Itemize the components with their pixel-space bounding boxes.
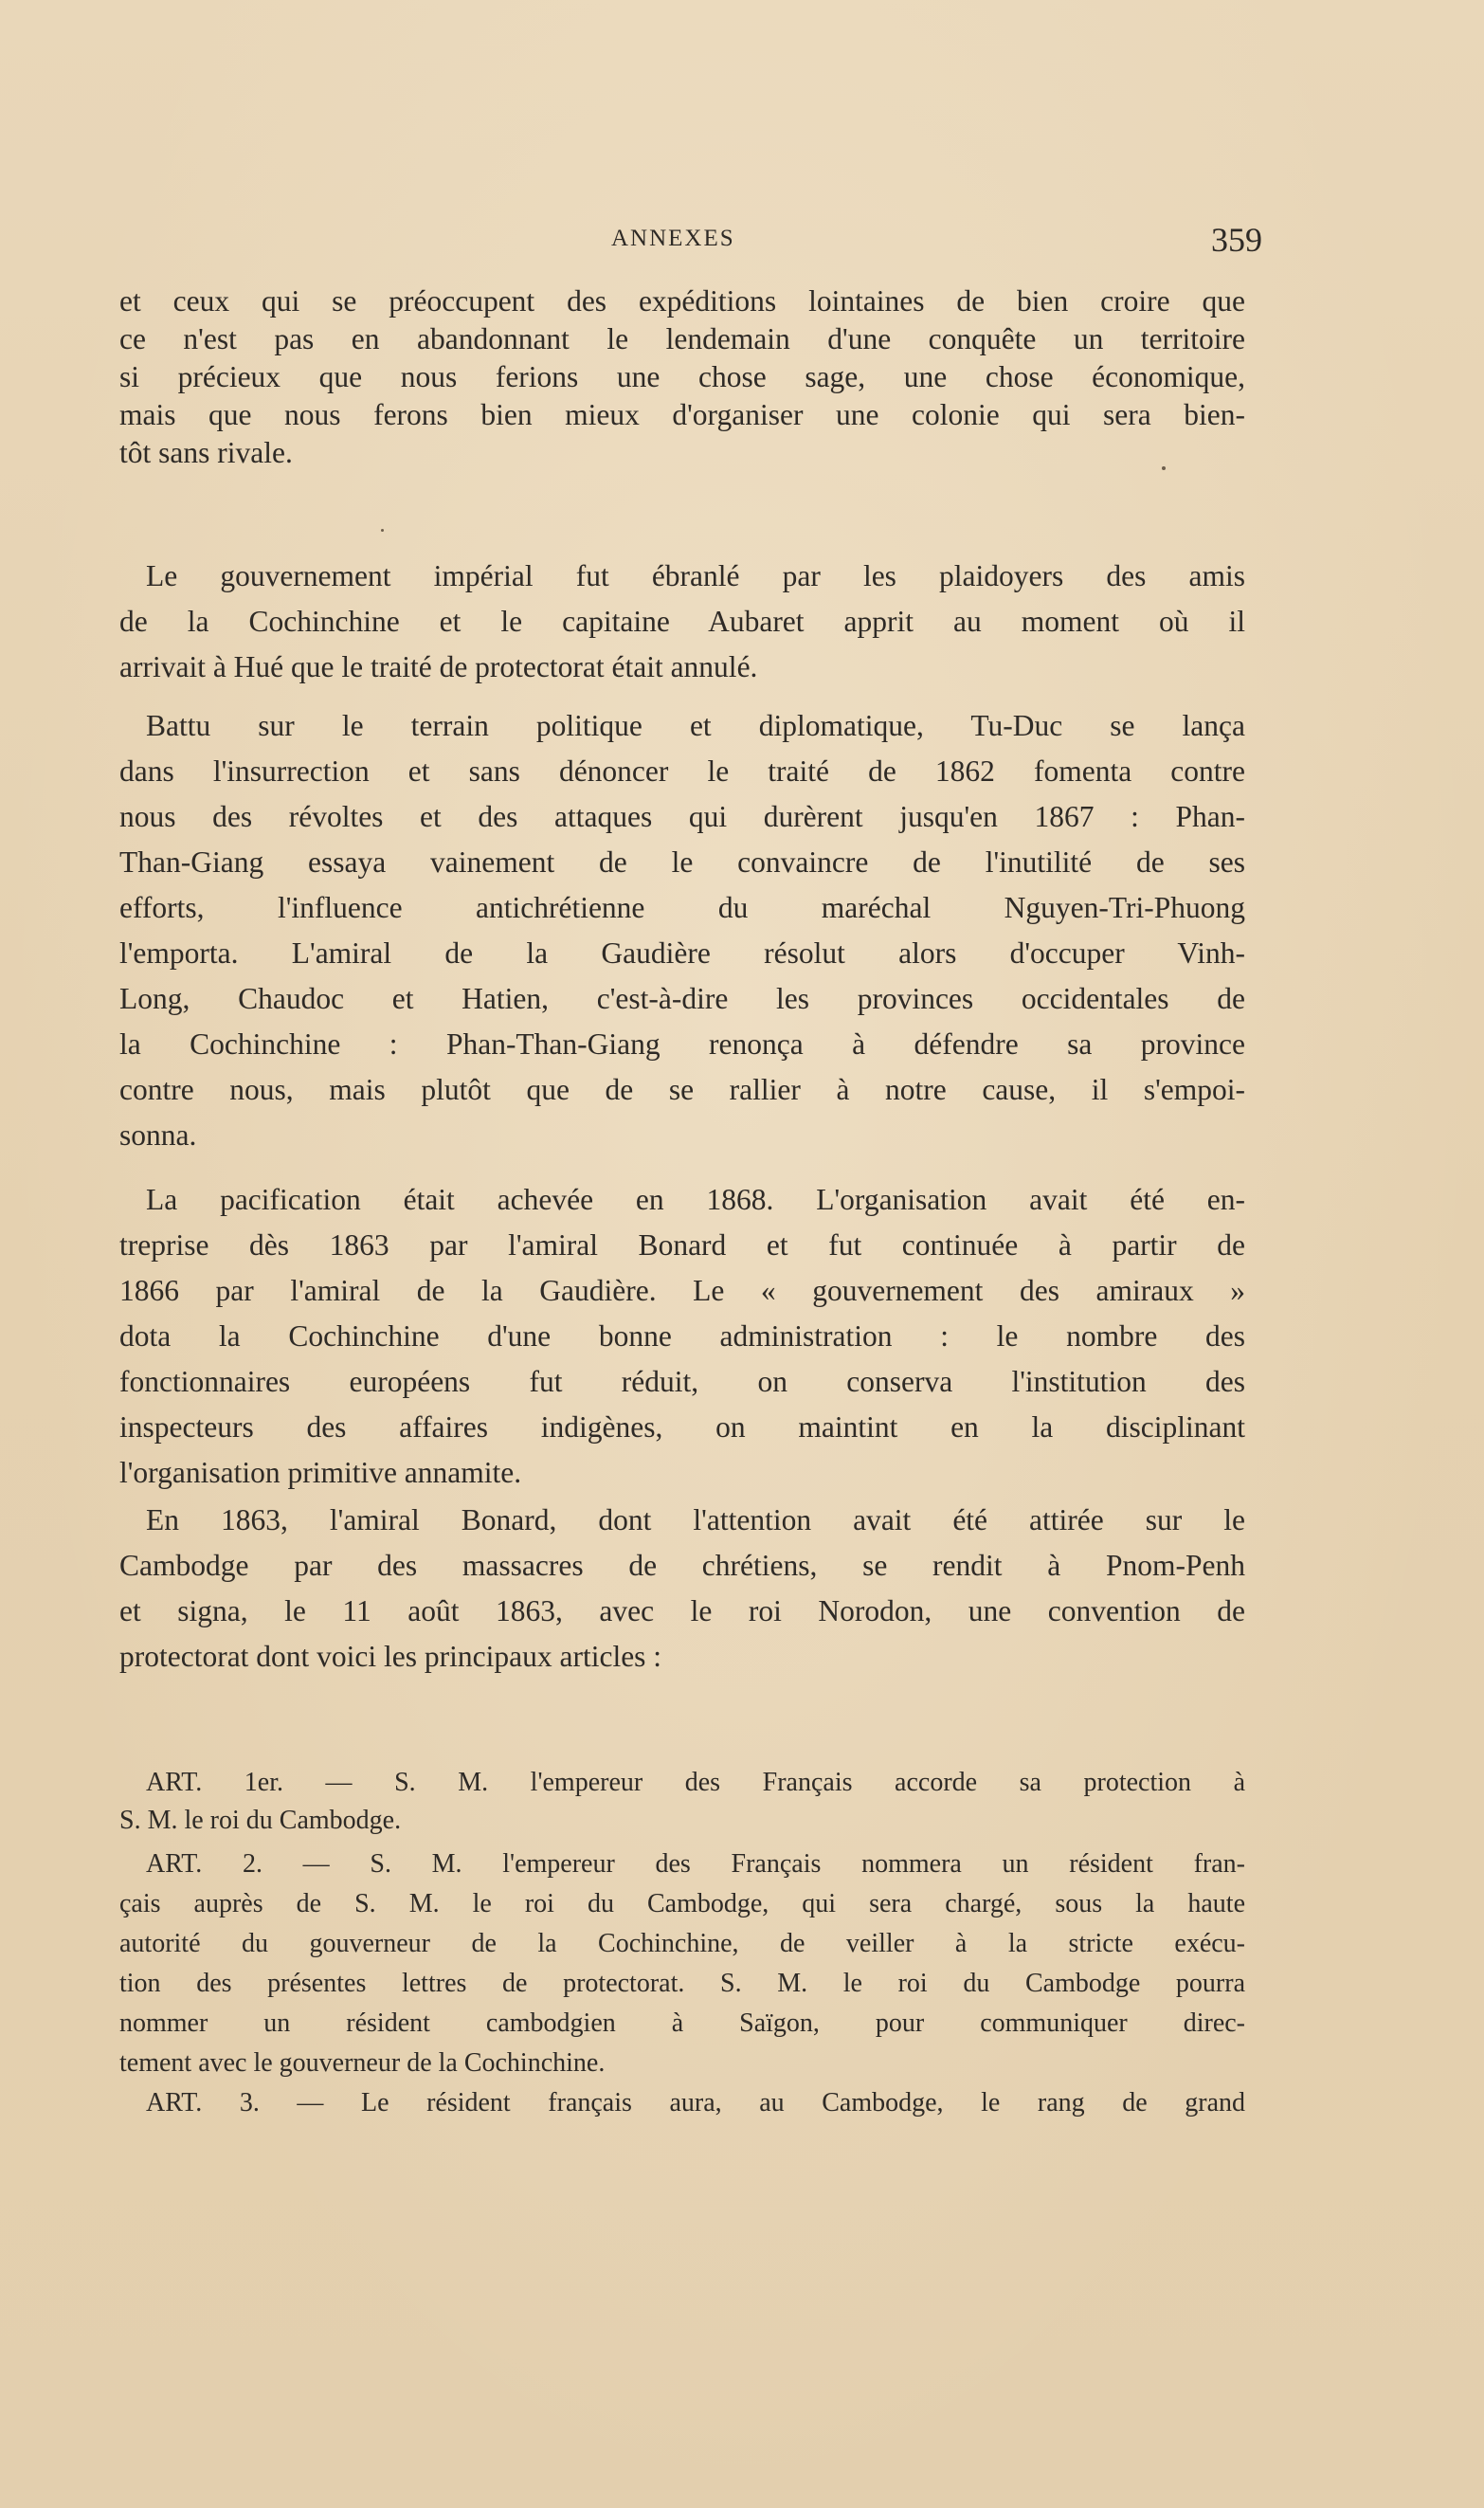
text-line: çais auprès de S. M. le roi du Cambodge, qui sera chargé, sous la haute	[119, 1889, 1245, 1918]
text-line: nous des révoltes et des attaques qui durèrent jusqu'en 1867 : Phan-	[119, 800, 1245, 833]
text-line: nommer un résident cambodgien à Saïgon, pour communiquer direc-	[119, 2008, 1245, 2038]
text-line: dans l'insurrection et sans dénoncer le traité de 1862 fomenta contre	[119, 754, 1245, 788]
text-line: Le gouvernement impérial fut ébranlé par les plaidoyers des amis	[146, 559, 1245, 592]
text-line: la Cochinchine : Phan-Than-Giang renonça à défendre sa province	[119, 1027, 1245, 1061]
text-line: l'emporta. L'amiral de la Gaudière résolut alors d'occuper Vinh-	[119, 936, 1245, 970]
text-line: de la Cochinchine et le capitaine Aubaret apprit au moment où il	[119, 605, 1245, 638]
text-line: sonna.	[119, 1118, 197, 1152]
text-line: 1866 par l'amiral de la Gaudière. Le « gouvernement des amiraux »	[119, 1274, 1245, 1307]
text-line: contre nous, mais plutôt que de se rallier à notre cause, il s'empoi-	[119, 1073, 1245, 1106]
text-line: treprise dès 1863 par l'amiral Bonard et fut continuée à partir de	[119, 1228, 1245, 1262]
text-line: dota la Cochinchine d'une bonne administration : le nombre des	[119, 1319, 1245, 1353]
text-line: fonctionnaires européens fut réduit, on conserva l'institution des	[119, 1365, 1245, 1398]
running-head: ANNEXES	[611, 226, 735, 251]
paper-speck	[381, 529, 384, 532]
text-line: si précieux que nous ferions une chose sage, une chose économique,	[119, 360, 1245, 393]
text-line: ART. 1er. — S. M. l'empereur des Français accorde sa protection à	[146, 1768, 1245, 1797]
text-line: Long, Chaudoc et Hatien, c'est-à-dire les provinces occidentales de	[119, 982, 1245, 1015]
text-line: La pacification était achevée en 1868. L'organisation avait été en-	[146, 1183, 1245, 1216]
text-line: arrivait à Hué que le traité de protectorat était annulé.	[119, 650, 758, 683]
text-line: autorité du gouverneur de la Cochinchine, de veiller à la stricte exécu-	[119, 1929, 1245, 1958]
text-line: l'organisation primitive annamite.	[119, 1456, 522, 1489]
text-line: En 1863, l'amiral Bonard, dont l'attention avait été attirée sur le	[146, 1503, 1245, 1536]
text-line: Than-Giang essaya vainement de le convaincre de l'inutilité de ses	[119, 845, 1245, 879]
text-line: Cambodge par des massacres de chrétiens, se rendit à Pnom-Penh	[119, 1549, 1245, 1582]
text-line: mais que nous ferons bien mieux d'organiser une colonie qui sera bien-	[119, 398, 1245, 431]
text-line: et signa, le 11 août 1863, avec le roi Norodon, une convention de	[119, 1594, 1245, 1627]
text-line: inspecteurs des affaires indigènes, on maintint en la disciplinant	[119, 1410, 1245, 1444]
text-line: et ceux qui se préoccupent des expéditions lointaines de bien croire que	[119, 284, 1245, 318]
text-line: tion des présentes lettres de protectorat. S. M. le roi du Cambodge pourra	[119, 1969, 1245, 1998]
text-line: ce n'est pas en abandonnant le lendemain d'une conquête un territoire	[119, 322, 1245, 355]
text-line: tôt sans rivale.	[119, 436, 293, 469]
text-line: protectorat dont voici les principaux articles :	[119, 1640, 662, 1673]
text-line: efforts, l'influence antichrétienne du maréchal Nguyen-Tri-Phuong	[119, 891, 1245, 924]
paper-speck	[1162, 466, 1166, 470]
page-number: 359	[1211, 221, 1262, 259]
text-line: tement avec le gouverneur de la Cochinchine.	[119, 2048, 606, 2078]
text-line: ART. 2. — S. M. l'empereur des Français nommera un résident fran-	[146, 1849, 1245, 1879]
text-line: S. M. le roi du Cambodge.	[119, 1806, 402, 1835]
text-line: Battu sur le terrain politique et diplomatique, Tu-Duc se lança	[146, 709, 1245, 742]
page-header	[114, 221, 1262, 264]
text-line: ART. 3. — Le résident français aura, au Cambodge, le rang de grand	[146, 2088, 1245, 2117]
